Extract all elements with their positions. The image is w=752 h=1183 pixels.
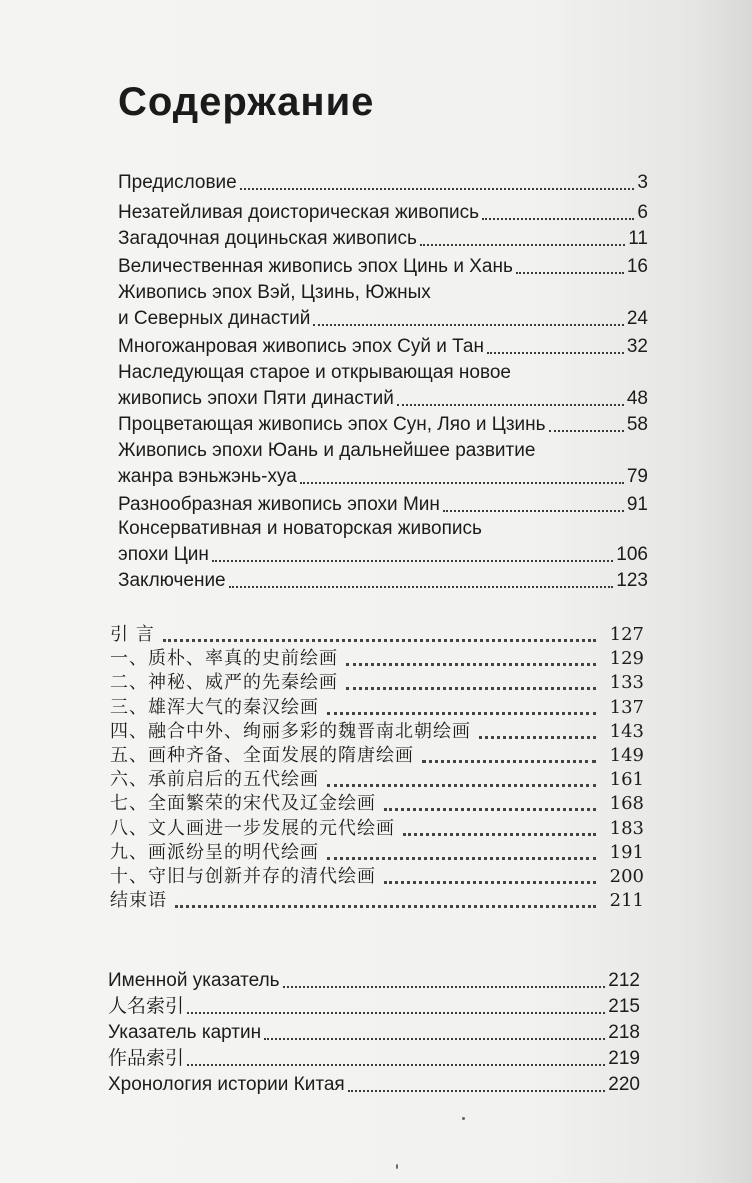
toc-entry (108, 1022, 640, 1044)
toc-entry-title: 九、画派纷呈的明代绘画 (110, 841, 319, 863)
toc-entry-page: 129 (609, 648, 644, 670)
toc-entry-title: Многожанровая живопись эпох Суй и Тан (118, 336, 484, 357)
toc-entry-title: Заключение (118, 570, 226, 591)
leader-dots (264, 1037, 605, 1040)
toc-entry-title: 十、守旧与创新并存的清代绘画 (110, 866, 376, 887)
toc-entry-title: Предисловие (118, 172, 237, 193)
toc-entry-page: 91 (626, 494, 648, 515)
toc-entry-page: 211 (609, 890, 644, 912)
toc-entry-title: 二、神秘、威严的先秦绘画 (110, 672, 338, 694)
leader-dots (487, 351, 624, 354)
toc-entry-page: 215 (608, 996, 640, 1017)
toc-entry-title: Незатейливая доисторическая живопись (118, 202, 480, 223)
toc-entry-title: Величественная живопись эпох Цинь и Хань (118, 256, 513, 277)
toc-entry (110, 842, 644, 864)
toc-entry (108, 970, 640, 992)
toc-entry (118, 570, 648, 592)
toc-entry-page: 58 (626, 414, 648, 435)
leader-dots (420, 243, 625, 246)
toc-entry (118, 414, 648, 436)
toc-entry-page: 16 (626, 256, 648, 277)
toc-entry-page: 200 (609, 866, 644, 887)
toc-entry (118, 228, 648, 250)
leader-dots (346, 662, 596, 666)
toc-entry (110, 697, 644, 719)
toc-entry (118, 466, 648, 488)
leader-dots (443, 509, 624, 512)
toc-entry-title: 人名索引 (108, 996, 185, 1017)
toc-entry-page: 106 (616, 544, 648, 565)
leader-dots (479, 735, 596, 739)
toc-entry-page: 32 (626, 336, 648, 357)
toc-entry (110, 818, 644, 840)
toc-entry-page: 3 (637, 172, 648, 193)
print-speck (396, 1164, 398, 1169)
leader-dots (384, 880, 596, 884)
leader-dots (240, 187, 635, 190)
leader-dots (187, 1011, 605, 1014)
toc-entry (110, 624, 644, 646)
toc-entry (110, 793, 644, 815)
toc-entry (108, 1048, 640, 1070)
toc-entry (118, 172, 648, 194)
leader-dots (300, 481, 624, 484)
leader-dots (229, 585, 614, 588)
toc-entry-page: 212 (608, 970, 640, 991)
toc-entry-title: 作品索引 (108, 1048, 185, 1069)
leader-dots (327, 783, 596, 787)
toc-entry-title: и Северных династий (118, 308, 311, 329)
toc-entry-title: 四、融合中外、绚丽多彩的魏晋南北朝绘画 (110, 720, 471, 742)
leader-dots (327, 856, 596, 860)
toc-entry-title: Процветающая живопись эпох Сун, Ляо и Цзинь (118, 414, 546, 435)
toc-entry-title: жанра вэньжэнь-хуа (118, 466, 297, 487)
leader-dots (422, 759, 596, 763)
toc-entry (108, 996, 640, 1018)
leader-dots (163, 638, 596, 642)
toc-entry (118, 308, 648, 330)
toc-entry-title: 八、文人画进一步发展的元代绘画 (110, 817, 395, 839)
toc-entry-title: 七、全面繁荣的宋代及辽金绘画 (110, 793, 376, 815)
leader-dots (348, 1089, 606, 1092)
toc-entry (118, 544, 648, 566)
toc-entry (108, 1074, 640, 1096)
toc-entry-page: 219 (608, 1048, 640, 1069)
toc-entry (110, 672, 644, 694)
toc-entry-title: Разнообразная живопись эпохи Мин (118, 494, 440, 515)
leader-dots (283, 985, 606, 988)
toc-entry-page: 127 (609, 624, 644, 645)
toc-entry-title: 引 言 (110, 624, 155, 645)
toc-entry-title: Именной указатель (108, 970, 280, 991)
toc-entry-page: 79 (626, 466, 648, 487)
toc-entry-title: 三、雄浑大气的秦汉绘画 (110, 696, 319, 718)
leader-dots (212, 559, 613, 562)
toc-entry-title: 结束语 (110, 890, 167, 912)
toc-entry-title: Загадочная доциньская живопись (118, 228, 417, 249)
toc-entry-page: 191 (609, 841, 644, 863)
toc-entry-page: 133 (609, 672, 644, 694)
leader-dots (482, 217, 634, 220)
leader-dots (327, 711, 596, 715)
leader-dots (403, 832, 596, 836)
toc-entry-page: 143 (609, 720, 644, 742)
toc-entry (110, 769, 644, 791)
toc-entry-page: 149 (609, 745, 644, 766)
toc-entry (118, 202, 648, 224)
toc-entry-title-line: Наследующая старое и открывающая новое (118, 362, 511, 383)
page-title: Содержание (118, 80, 375, 124)
toc-entry-title: 五、画种齐备、全面发展的隋唐绘画 (110, 745, 414, 766)
toc-entry-page: 123 (616, 570, 648, 591)
toc-entry-title-line: Живопись эпохи Юань и дальнейшее развитие (118, 440, 536, 461)
toc-entry-page: 137 (609, 696, 644, 718)
toc-entry-page: 168 (609, 793, 644, 815)
toc-entry-title: Хронология истории Китая (108, 1074, 345, 1095)
toc-entry (118, 388, 648, 410)
toc-entry-page: 24 (626, 308, 648, 329)
print-speck (462, 1117, 465, 1120)
toc-entry-title: живопись эпохи Пяти династий (118, 388, 394, 409)
toc-entry-page: 218 (608, 1022, 640, 1043)
leader-dots (549, 429, 624, 432)
toc-entry-page: 161 (609, 769, 644, 791)
toc-entry (118, 256, 648, 278)
toc-entry (118, 494, 648, 516)
toc-entry-title: 六、承前启后的五代绘画 (110, 769, 319, 791)
leader-dots (175, 904, 596, 908)
toc-entry-title: Указатель картин (108, 1022, 262, 1043)
toc-entry-page: 6 (637, 202, 648, 223)
toc-entry-page: 220 (608, 1074, 640, 1095)
leader-dots (384, 807, 596, 811)
leader-dots (313, 323, 624, 326)
leader-dots (397, 403, 624, 406)
toc-entry-page: 11 (628, 228, 648, 249)
toc-entry (110, 648, 644, 670)
toc-entry (110, 890, 644, 912)
toc-entry-page: 48 (626, 388, 648, 409)
leader-dots (516, 271, 624, 274)
toc-entry (118, 336, 648, 358)
toc-entry-title-line: Живопись эпох Вэй, Цзинь, Южных (118, 282, 431, 303)
toc-entry-title: эпохи Цин (118, 544, 209, 565)
toc-entry (110, 745, 644, 767)
toc-entry-title: 一、质朴、率真的史前绘画 (110, 648, 338, 670)
leader-dots (346, 686, 596, 690)
toc-entry (110, 866, 644, 888)
toc-entry-title-line: Консервативная и новаторская живопись (118, 518, 482, 539)
toc-entry (110, 721, 644, 743)
toc-entry-page: 183 (609, 817, 644, 839)
leader-dots (187, 1063, 605, 1066)
